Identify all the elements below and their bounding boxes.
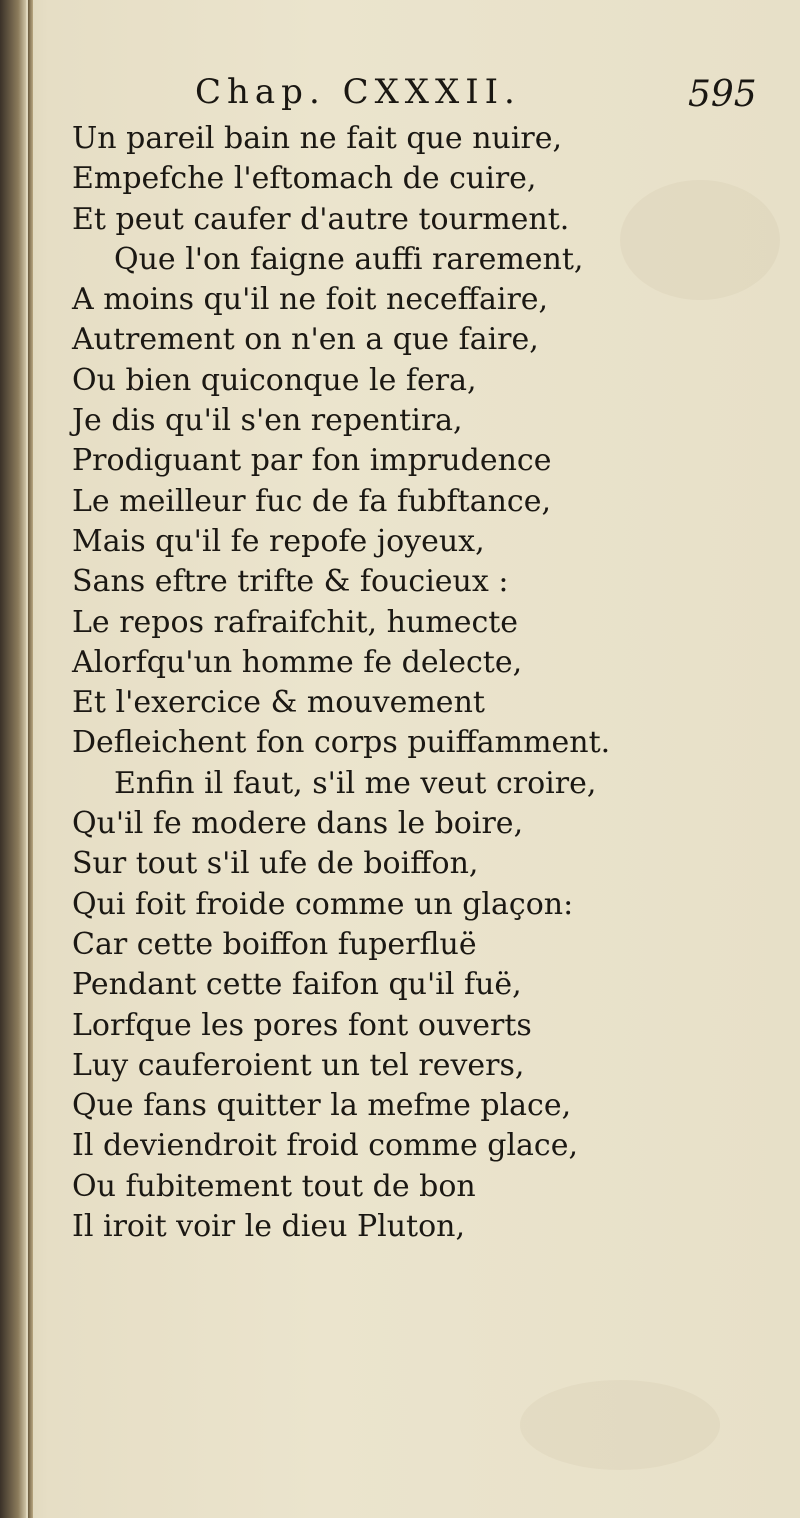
verse-line: Qu'il fe modere dans le boire, xyxy=(72,806,524,842)
verse-line: Le meilleur fuc de fa fubftance, xyxy=(72,483,552,519)
verse-line: Autrement on n'en a que faire, xyxy=(72,322,539,358)
verse-line: Alorfqu'un homme fe delecte, xyxy=(72,644,523,680)
verse-line: Enfin il faut, s'il me veut croire, xyxy=(114,765,597,801)
verse-line: Defleichent fon corps puiffamment. xyxy=(72,725,611,761)
verse-line: Il iroit voir le dieu Pluton, xyxy=(72,1209,466,1245)
verse-line: Je dis qu'il s'en repentira, xyxy=(72,403,463,439)
verse-line: Pendant cette faifon qu'il fuë, xyxy=(72,967,522,1003)
verse-line: Qui foit froide comme un glaçon: xyxy=(72,886,574,922)
verse-line: Et l'exercice & mouvement xyxy=(72,685,485,721)
verse-line: Luy cauferoient un tel revers, xyxy=(72,1047,525,1083)
verse-line: Que l'on faigne auffi rarement, xyxy=(114,241,584,277)
page-number: 595 xyxy=(688,74,757,115)
verse-line: Car cette boiffon fuperfluë xyxy=(72,926,477,962)
verse-line: Sur tout s'il ufe de boiffon, xyxy=(72,846,479,882)
verse-line: Sans eftre trifte & foucieux : xyxy=(72,564,509,600)
gutter-shadow xyxy=(0,0,26,1518)
verse-line: A moins qu'il ne foit neceffaire, xyxy=(72,282,549,318)
verse-line: Prodiguant par fon imprudence xyxy=(72,443,552,479)
verse-line: Lorfque les pores font ouverts xyxy=(72,1007,532,1043)
verse-line: Mais qu'il fe repofe joyeux, xyxy=(72,523,485,559)
chapter-heading: Chap. CXXXII. xyxy=(195,72,521,112)
verse-line: Que fans quitter la mefme place, xyxy=(72,1088,572,1124)
verse-line: Ou bien quiconque le fera, xyxy=(72,362,477,398)
verse-line: Ou fubitement tout de bon xyxy=(72,1168,476,1204)
poem-text xyxy=(72,119,772,1247)
verse-line: Le repos rafraifchit, humecte xyxy=(72,604,519,640)
verse-line: Et peut caufer d'autre tourment. xyxy=(72,201,570,237)
verse-line: Il deviendroit froid comme glace, xyxy=(72,1128,579,1164)
verse-line: Un pareil bain ne fait que nuire, xyxy=(72,121,563,156)
verse-line: Empefche l'eftomach de cuire, xyxy=(72,161,537,197)
paper-stain xyxy=(520,1380,720,1470)
gutter-edge xyxy=(28,0,33,1518)
